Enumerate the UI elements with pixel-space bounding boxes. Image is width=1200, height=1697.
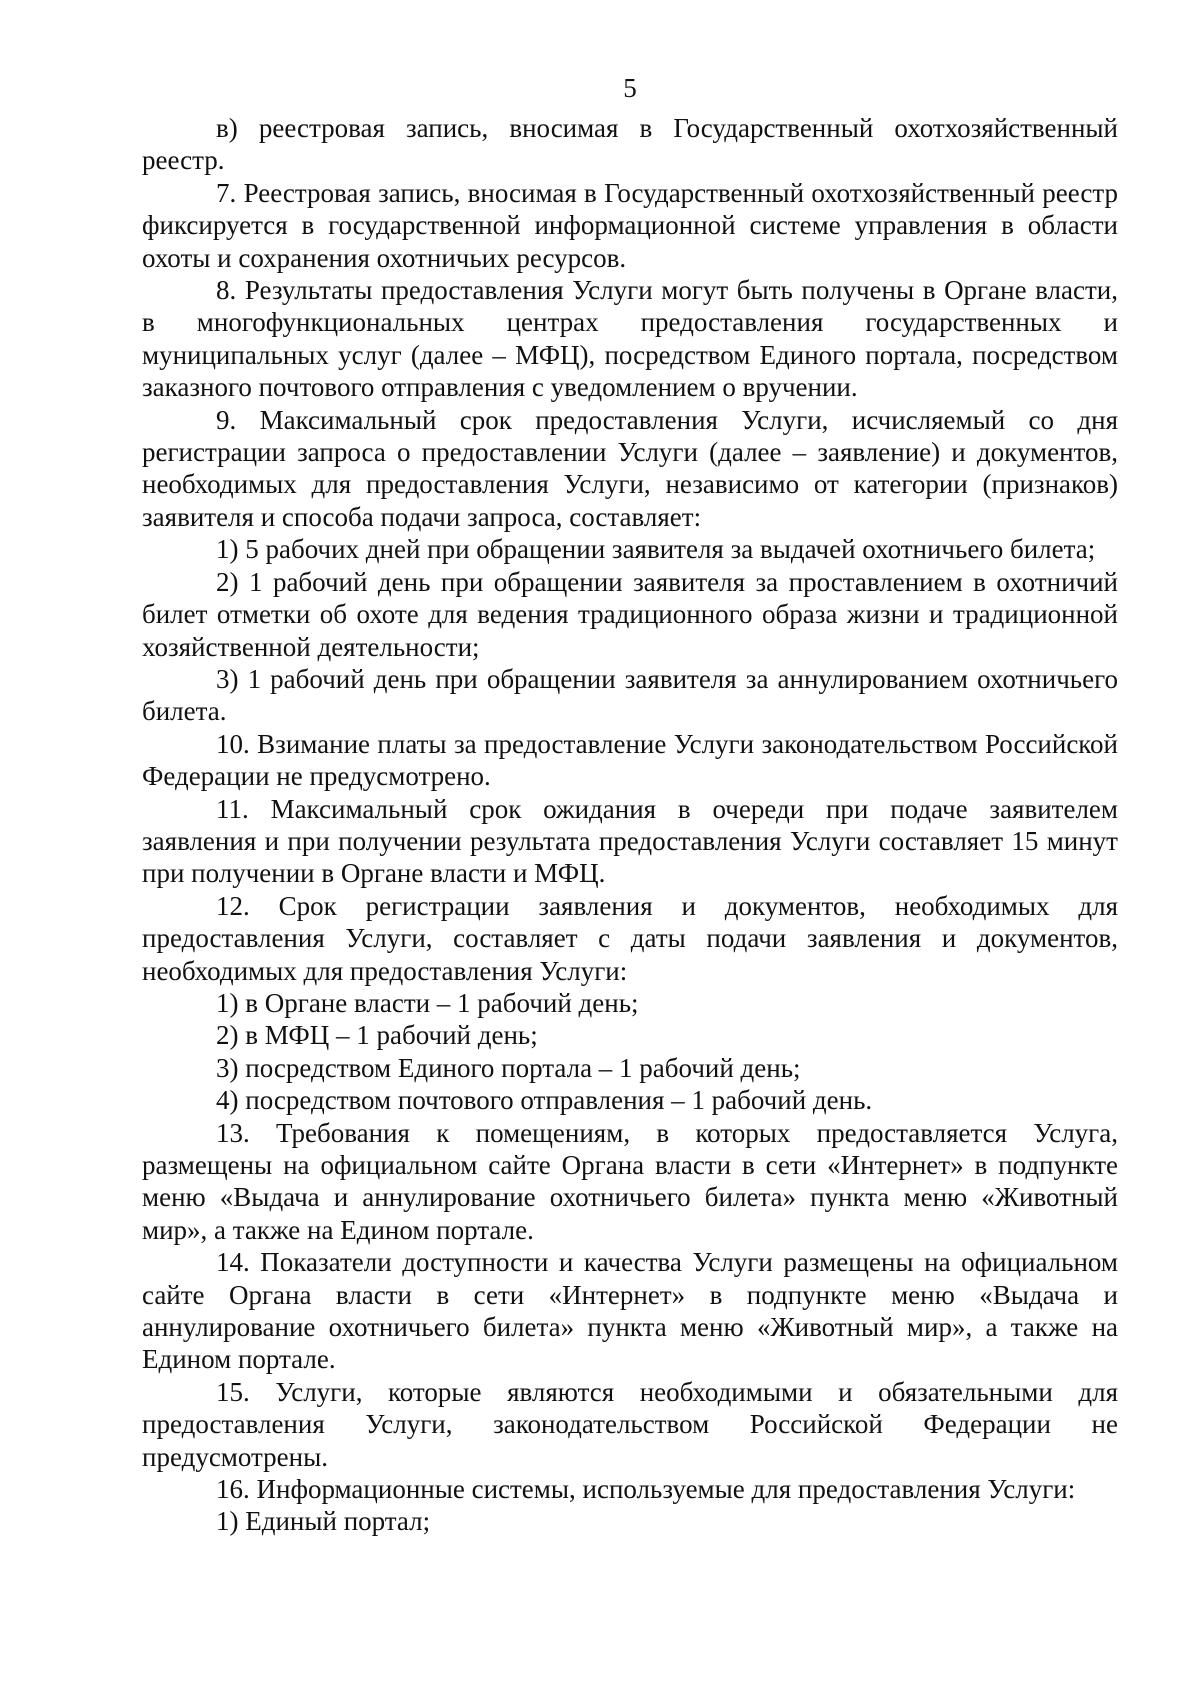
paragraph-7: 7. Реестровая запись, вносимая в Государственный охотхозяйственный реестр фиксируется в государственной информационной системе управления в области охоты и сохранения охотничьих ресурсов. <box>142 177 1118 273</box>
paragraph-11: 11. Максимальный срок ожидания в очереди при подаче заявителем заявления и при получении результата предоставления Услуги составляет 15 минут при получении в Органе власти и МФЦ. <box>142 793 1118 889</box>
paragraph-9-item-1: 1) 5 рабочих дней при обращении заявителя за выдачей охотничьего билета; <box>216 534 1096 565</box>
document-body <box>142 112 1118 1538</box>
paragraph-12: 12. Срок регистрации заявления и документов, необходимых для предоставления Услуги, составляет с даты подачи заявления и документов, необходимых для предоставления Услуги: <box>142 890 1118 986</box>
paragraph-9-item-2: 2) 1 рабочий день при обращении заявителя за проставлением в охотничий билет отметки об охоте для ведения традиционного образа жизни и традиционной хозяйственной деятельности; <box>142 566 1118 662</box>
paragraph-16-item-1: 1) Единый портал; <box>216 1506 431 1537</box>
paragraph-12-item-1: 1) в Органе власти – 1 рабочий день; <box>216 987 639 1018</box>
paragraph-3v: в) реестровая запись, вносимая в Государственный охотхозяйственный реестр. <box>142 113 1118 176</box>
paragraph-13: 13. Требования к помещениям, в которых предоставляется Услуга, размещены на официальном сайте Органа власти в сети «Интернет» в подпункте меню «Выдача и аннулирование охотничьего билета» пункта меню «Животный мир», а также на Едином портале. <box>142 1117 1118 1245</box>
paragraph-12-item-2: 2) в МФЦ – 1 рабочий день; <box>216 1020 538 1051</box>
paragraph-12-item-3: 3) посредством Единого портала – 1 рабочий день; <box>216 1052 801 1083</box>
paragraph-10: 10. Взимание платы за предоставление Услуги законодательством Российской Федерации не предусмотрено. <box>142 728 1118 792</box>
paragraph-12-item-4: 4) посредством почтового отправления – 1 рабочий день. <box>216 1085 873 1116</box>
paragraph-15: 15. Услуги, которые являются необходимыми и обязательными для предоставления Услуги, законодательством Российской Федерации не предусмотрены. <box>142 1376 1118 1472</box>
page-number: 5 <box>623 73 637 103</box>
paragraph-9-item-3: 3) 1 рабочий день при обращении заявителя за аннулированием охотничьего билета. <box>142 663 1118 727</box>
paragraph-8: 8. Результаты предоставления Услуги могут быть получены в Органе власти, в многофункциональных центрах предоставления государственных и муниципальных услуг (далее – МФЦ), посредством Единого портала, посредством заказного почтового отправления с уведомлением о вручении. <box>142 275 1118 403</box>
paragraph-9: 9. Максимальный срок предоставления Услуги, исчисляемый со дня регистрации запроса о предоставлении Услуги (далее – заявление) и документов, необходимых для предоставления Услуги, независимо от категории (признаков) заявителя и способа подачи запроса, составляет: <box>142 404 1118 532</box>
paragraph-14: 14. Показатели доступности и качества Услуги размещены на официальном сайте Органа власти в сети «Интернет» в подпункте меню «Выдача и аннулирование охотничьего билета» пункта меню «Животный мир», а также на Едином портале. <box>142 1247 1118 1375</box>
paragraph-16: 16. Информационные системы, используемые для предоставления Услуги: <box>216 1474 1076 1505</box>
